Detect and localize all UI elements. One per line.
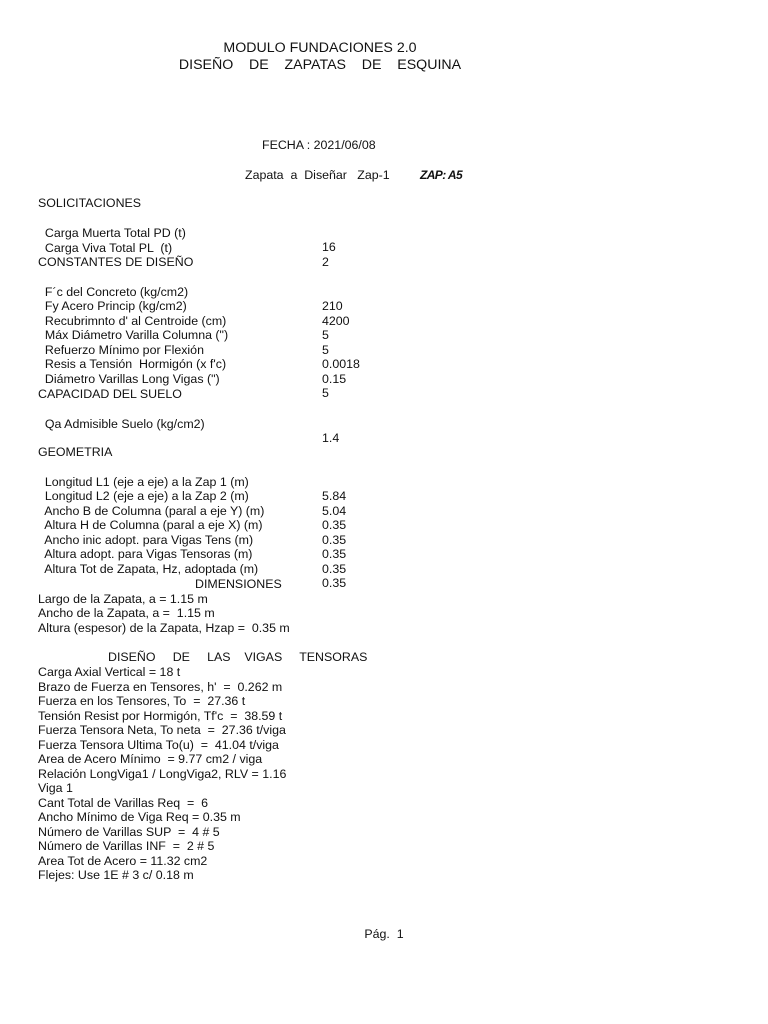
param-value: 5 <box>322 342 329 357</box>
param-label: Ancho inic adopt. para Vigas Tens (m) <box>44 532 254 547</box>
result-line: Fuerza Tensora Neta, To neta = 27.36 t/viga <box>38 723 286 737</box>
param-value: 210 <box>322 299 343 314</box>
document-subtitle: DISEÑO DE ZAPATAS DE ESQUINA <box>178 57 462 73</box>
result-line: Número de Varillas SUP = 4 # 5 <box>38 824 220 839</box>
param-label: Fy Acero Princip (kg/cm2) <box>44 299 187 314</box>
param-value: 1.4 <box>322 431 340 446</box>
result-line: Tensión Resist por Hormigón, Tf'c = 38.59 t <box>38 708 283 723</box>
zapata-tag: ZAP: A5 <box>420 168 463 182</box>
param-label: Longitud L2 (eje a eje) a la Zap 2 (m) <box>44 489 249 504</box>
param-value: 0.35 <box>322 518 347 533</box>
result-line: Brazo de Fuerza en Tensores, h' = 0.262 m <box>38 679 283 694</box>
param-value: 2 <box>322 255 329 270</box>
zapata-label: Zapata a Diseñar Zap-1 <box>245 168 390 182</box>
param-label: Diámetro Varillas Long Vigas (") <box>44 371 220 386</box>
result-line: Carga Axial Vertical = 18 t <box>38 665 181 679</box>
param-label: Altura adopt. para Vigas Tensoras (m) <box>44 547 253 562</box>
param-label: Altura Tot de Zapata, Hz, adoptada (m) <box>44 561 259 576</box>
param-label: Máx Diámetro Varilla Columna (") <box>44 328 229 343</box>
param-value: 0.15 <box>322 371 347 386</box>
page-number: Pág. 1 <box>364 927 404 941</box>
param-value: 0.35 <box>322 561 347 576</box>
param-value: 16 <box>322 240 336 255</box>
param-value: 0.35 <box>322 547 347 562</box>
result-line: Ancho de la Zapata, a = 1.15 m <box>38 606 215 620</box>
param-value: 5.04 <box>322 503 347 518</box>
result-line: Cant Total de Varillas Req = 6 <box>38 795 209 810</box>
date-line: FECHA : 2021/06/08 <box>262 138 376 152</box>
param-label: Carga Muerta Total PD (t) <box>44 225 186 240</box>
param-label: Altura H de Columna (paral a eje X) (m) <box>44 518 263 533</box>
param-value: 5 <box>322 328 329 343</box>
result-line: Altura (espesor) de la Zapata, Hzap = 0.35 m <box>38 620 290 635</box>
param-value: 5 <box>322 386 329 401</box>
section-heading-constantes: CONSTANTES DE DISEÑO <box>38 255 194 269</box>
document-title: MODULO FUNDACIONES 2.0 <box>223 40 417 56</box>
section-heading-capacidad: CAPACIDAD DEL SUELO <box>38 387 182 401</box>
param-value: 0.35 <box>322 532 347 547</box>
param-label: Carga Viva Total PL (t) <box>44 240 173 255</box>
result-line: Area de Acero Mínimo = 9.77 cm2 / viga <box>38 752 263 766</box>
param-row <box>38 402 438 446</box>
param-label: F´c del Concreto (kg/cm2) <box>44 284 189 299</box>
result-line: Fuerza Tensora Ultima To(u) = 41.04 t/viga <box>38 737 279 752</box>
section-heading-solicitaciones: SOLICITACIONES <box>38 196 142 210</box>
result-line: Fuerza en los Tensores, To = 27.36 t <box>38 694 246 708</box>
param-label: Longitud L1 (eje a eje) a la Zap 1 (m) <box>44 474 249 489</box>
param-label: Refuerzo Mínimo por Flexión <box>44 342 204 357</box>
param-value: 0.35 <box>322 576 347 591</box>
param-label: Recubrimnto d' al Centroide (cm) <box>44 313 227 328</box>
param-label: Resis a Tensión Hormigón (x f'c) <box>44 357 227 372</box>
param-label: Qa Admisible Suelo (kg/cm2) <box>44 416 205 431</box>
param-value: 5.84 <box>322 489 347 504</box>
result-line: Largo de la Zapata, a = 1.15 m <box>38 591 208 606</box>
result-line: Flejes: Use 1E # 3 c/ 0.18 m <box>38 868 194 882</box>
result-line: Relación LongViga1 / LongViga2, RLV = 1.16 <box>38 766 287 781</box>
result-line: Viga 1 <box>38 781 73 795</box>
section-heading-dimensiones: DIMENSIONES <box>195 577 282 591</box>
param-value: 4200 <box>322 313 350 328</box>
section-heading-geometria: GEOMETRIA <box>38 445 113 459</box>
param-value: 0.0018 <box>322 357 360 372</box>
result-line: Area Tot de Acero = 11.32 cm2 <box>38 853 208 868</box>
section-heading-vigas: DISEÑO DE LAS VIGAS TENSORAS <box>108 650 368 664</box>
param-label: Ancho B de Columna (paral a eje Y) (m) <box>44 503 265 518</box>
result-line: Número de Varillas INF = 2 # 5 <box>38 839 215 853</box>
result-line: Ancho Mínimo de Viga Req = 0.35 m <box>38 810 241 824</box>
